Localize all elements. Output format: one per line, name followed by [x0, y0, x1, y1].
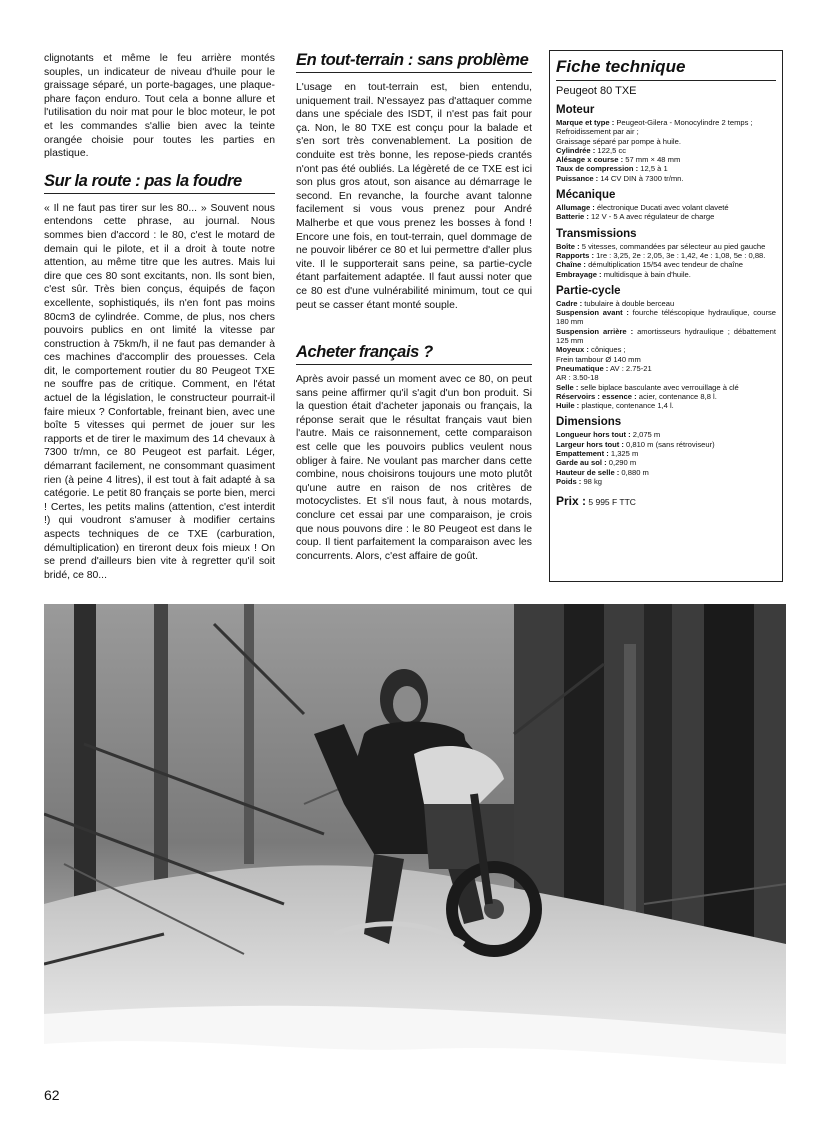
spec-moyeux: Moyeux : côniques ;: [556, 345, 626, 355]
spec-pneu-ar: AR : 3.50-18: [556, 373, 599, 383]
spec-largeur: Largeur hors tout : 0,810 m (sans rétroviseur): [556, 439, 715, 449]
spec-reservoirs: Réservoirs : essence : acier, contenance 8,8 l.: [556, 391, 717, 401]
acheter-francais-paragraph: Après avoir passé un moment avec ce 80, on peut sans peine affirmer qu'il s'agit d'un bon produit. Si la question était d'acheter japonais ou français, la réponse serait que le résultat français vaut bien l'autre. Mais ce raisonnement, cette comparaison est celle que les pouvoirs publics veulent nous obliger à faire. Ne voulant pas marcher dans cette combine, nous choisirons toujours une moto plutôt qu'une autre en raison de nos critères de motocyclistes. Et s'il nous faut, à nous motards, conclure cet essai par une comparaison, je crois que nous pouvons dire : le 80 Peugeot est dans le coup. Il tient parfaitement la comparaison avec les concurrents. Alors, c'est affaire de goût.: [296, 374, 532, 562]
spec-suspension-avant: Suspension avant : fourche téléscopique hydraulique, course 180 mm: [556, 308, 776, 327]
section-mecanique: Mécanique: [556, 189, 616, 202]
section-moteur: Moteur: [556, 104, 595, 116]
heading-tout-terrain: En tout-terrain : sans problème: [296, 50, 532, 73]
spec-selle: Selle : selle biplace basculante avec verrouillage à clé: [556, 382, 739, 392]
fiche-model: Peugeot 80 TXE: [556, 85, 637, 97]
spec-chaine: Chaîne : démultiplication 15/54 avec tendeur de chaîne: [556, 260, 744, 270]
heading-sur-la-route: Sur la route : pas la foudre: [44, 171, 275, 194]
spec-marque: Marque et type : Peugeot-Gilera - Monocylindre 2 temps ;: [556, 118, 753, 127]
spec-hauteur-selle: Hauteur de selle : 0,880 m: [556, 467, 649, 477]
spec-puissance: Puissance : 14 CV DIN à 7300 tr/mn.: [556, 173, 684, 183]
spec-huile: Huile : plastique, contenance 1,4 l.: [556, 401, 674, 411]
spec-alesage: Alésage x course : 57 mm × 48 mm: [556, 155, 681, 165]
spec-cylindree: Cylindrée : 122,5 cc: [556, 145, 627, 155]
intro-paragraph: clignotants et même le feu arrière montés souples, un indicateur de niveau d'huile pour le graissage séparé, un porte-bagages, une plaque-phare façon enduro. Tout cela a bonne allure et l'utilisation du noir mat pour le bloc moteur, le pot et les commandes s'allie bien avec la teinte orangée choisie pour toutes les parties en plastique.: [44, 53, 275, 160]
spec-empattement: Empattement : 1,325 m: [556, 449, 639, 459]
spec-frein: Frein tambour Ø 140 mm: [556, 354, 641, 364]
fiche-technique-box: [549, 50, 783, 582]
route-paragraph: « Il ne faut pas tirer sur les 80... » Souvent nous entendons cette phrase, au journal. Nous sommes bien d'accord : le 80, c'est le motard de demain qui le pilote, et il a droit à toute notre attention, au même titre que les autres. Mais lui dire que ces 80 sont excitants, non. Ils sont bien, c'est sûr. Très bien conçus, équipés de façon excellente, sophistiqués, ils n'en font pas moins 80cm3 de cylindrée. Comme, de plus, nos chers pouvoirs publics en ont limité la vitesse par construction à 75km/h, il ne faut pas demander à ces machines d'accomplir des prouesses. Cela dit, le comportement routier du 80 Peugeot TXE ne souffre pas de critique. Comment, en l'état actuel de la législation, le constructeur pourrait-il faire mieux ? Confortable, freinant bien, avec une boîte 5 vitesses qui permet de jouer sur les rapports et de tirer le maximum des 14 chevaux à 7300 tr/mn, ce 80 Peugeot est parfait. Léger, démarrant facilement, ne consommant quasiment rien (à peine 4 litres), il est tout à fait adapté à sa catégorie. Le petit 80 français se porte bien, merci ! Certes, les petits malins (attention, c'est interdit !) qui voudront s'amuser à modifier certains aspects techniques de ce TXE (carburation, démultiplication) en tireront deux fois mieux ! On se prend d'ailleurs bien vite à regretter qu'il soit bridé, ce 80...: [44, 202, 275, 581]
spec-refroidissement: Refroidissement par air ;: [556, 127, 639, 137]
section-partie-cycle: Partie-cycle: [556, 284, 621, 297]
section-transmissions: Transmissions: [556, 227, 637, 240]
spec-rapports: Rapports : 1re : 3,25, 2e : 2,05, 3e : 1,42, 4e : 1,08, 5e : 0,88.: [556, 250, 766, 260]
page-number: 62: [44, 1087, 60, 1103]
spec-poids: Poids : 98 kg: [556, 476, 603, 486]
spec-prix: Prix : 5 995 F TTC: [556, 494, 636, 509]
forest-motorcycle-illustration: [44, 604, 786, 1082]
spec-suspension-arriere: Suspension arrière : amortisseurs hydraulique ; débattement 125 mm: [556, 326, 776, 346]
spec-boite: Boîte : 5 vitesses, commandées par sélecteur au pied gauche: [556, 241, 766, 251]
spec-longueur: Longueur hors tout : 2,075 m: [556, 430, 661, 440]
rider-photo: [44, 604, 786, 1082]
spec-taux-compression: Taux de compression : 12,5 à 1: [556, 164, 668, 174]
spec-embrayage: Embrayage : multidisque à bain d'huile.: [556, 269, 691, 279]
spec-garde-au-sol: Garde au sol : 0,290 m: [556, 458, 637, 468]
article-column-2: [296, 52, 532, 571]
spec-pneumatique: Pneumatique : AV : 2.75-21: [556, 363, 652, 373]
article-column-1: [44, 52, 275, 590]
fiche-title: Fiche technique: [556, 57, 776, 81]
spec-cadre: Cadre : tubulaire à double berceau: [556, 298, 675, 308]
spec-batterie: Batterie : 12 V - 5 A avec régulateur de charge: [556, 212, 715, 222]
tout-terrain-paragraph: L'usage en tout-terrain est, bien entendu, uniquement trail. N'essayez pas d'attaquer comme dans une spéciale des ISDT, il n'est pas fait pour ça. Non, le 80 TXE est conçu pour la balade et s'en sort très convenablement. La position de conduite est très bonne, les repose-pieds crantés n'ont pas été oubliés. La légèreté de ce TXE est ici son plus gros atout, son aisance au démarrage le second. En revanche, la fourche avant talonne facilement si vous vous prenez pour André Malherbe et que vous prenez les bosses à fond ! Encore une fois, en tout-terrain, quel dommage de ne pouvoir libérer ce 80 et lui permettre d'aller plus vite. Il le supporterait sans peine, sa partie-cycle étant parfaitement adaptée. Il faut aussi noter que ce 80 est d'une vulnérabilité minimum, tout ce qui peut se casser étant monté souple.: [296, 82, 532, 311]
heading-acheter-francais: Acheter français ?: [296, 342, 532, 365]
spec-graissage: Graissage séparé par pompe à huile.: [556, 136, 681, 146]
spec-allumage: Allumage : électronique Ducati avec volant claveté: [556, 203, 729, 213]
section-dimensions: Dimensions: [556, 416, 622, 429]
